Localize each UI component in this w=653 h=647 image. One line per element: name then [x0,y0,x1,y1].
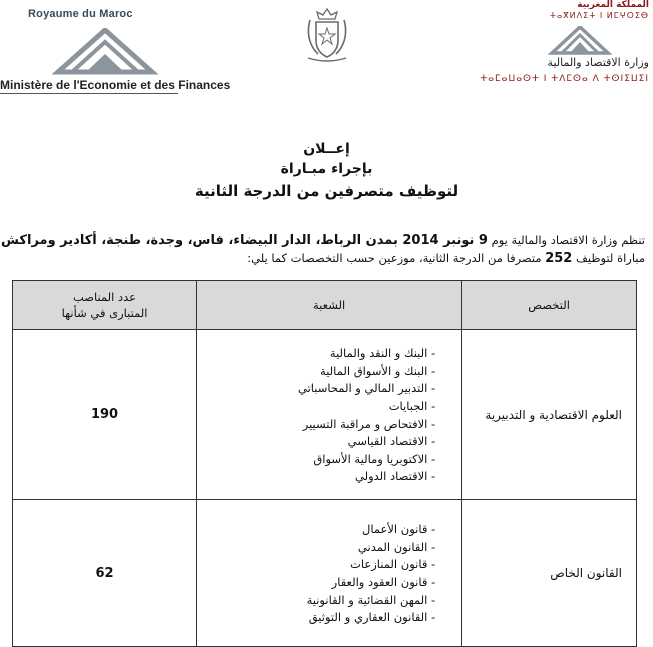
table-header-row [13,281,637,330]
announcement-title: إعــلان [303,141,350,157]
exam-cities: بمدن الرباط، الدار البيضاء، فاس، وجدة، طنجة، أكادير ومراكش [1,233,403,248]
header-count-line1: عدد المناصب [72,290,137,304]
list-item: - البنك و الأسواق المالية [197,363,435,381]
table-row [13,500,637,647]
branch-list [197,521,461,627]
right-country-tifinagh: ⵜⴰⴳⵍⴷⵉⵜ ⵏ ⵍⵎⵖⵔⵉⴱ [549,11,649,20]
list-item: - الجبايات [197,398,435,416]
specialty-cell: القانون الخاص [462,500,637,647]
list-item: - القانون المدني [197,539,435,557]
exam-date: 9 نونبر 2014 [402,233,488,248]
left-ministry-name: Ministère de l'Economie et des Finances [0,78,231,92]
list-item: - البنك و النقد والمالية [197,345,435,363]
list-item: - قانون العقود والعقار [197,574,435,592]
right-ministry-arabic: وزارة الاقتصاد والمالية [547,56,649,69]
positions-total: 252 [545,251,573,266]
header-specialty: التخصص [462,281,637,330]
right-ministry-tifinagh: ⵜⴰⵎⴰⵡⴰⵙⵜ ⵏ ⵜⴷⵎⵙⴰ ⴷ ⵜⵙⵏⵉⵡⵉⵏ [480,74,649,84]
header-count-line2: المتبارى في شأنها [61,306,148,320]
list-item: - قانون المنازعات [197,556,435,574]
royal-emblem-icon [302,6,352,64]
announcement-subject: لتوظيف متصرفين من الدرجة الثانية [194,182,459,200]
intro-text: تنظم وزارة الاقتصاد والمالية يوم [487,233,645,247]
intro-line-2 [15,251,645,266]
list-item: - قانون الأعمال [197,521,435,539]
table-row [13,330,637,500]
header-branch: الشعبة [197,281,462,330]
right-country-arabic: المملكة المغربية [577,0,649,10]
ministry-logo-right-icon [548,26,612,56]
list-item: - التدبير المالي و المحاسباتي [197,380,435,398]
list-item: - المهن القضائية و القانونية [197,592,435,610]
count-cell: 190 [13,330,197,500]
intro-text: متصرفا من الدرجة الثانية، موزعين حسب التخصصات كما يلي: [247,251,546,265]
left-country-label: Royaume du Maroc [28,8,133,20]
list-item: - القانون العقاري و التوثيق [197,609,435,627]
list-item: - الاقتصاد القياسي [197,433,435,451]
list-item: - الاقتصاد الدولي [197,468,435,486]
announcement-subtitle: بإجراء مبـاراة [280,161,373,177]
header-count [13,281,197,330]
ministry-logo-icon [40,28,170,78]
branch-cell [197,330,462,500]
count-cell: 62 [13,500,197,647]
list-item: - الافتحاص و مراقبة التسيير [197,416,435,434]
divider [0,93,178,94]
intro-line-1 [1,233,645,248]
branch-cell [197,500,462,647]
positions-table [12,280,637,647]
branch-list [197,345,461,486]
specialty-cell: العلوم الاقتصادية و التدبيرية [462,330,637,500]
intro-text: مباراة لتوظيف [572,251,645,265]
list-item: - الاكتوبريا ومالية الأسواق [197,451,435,469]
